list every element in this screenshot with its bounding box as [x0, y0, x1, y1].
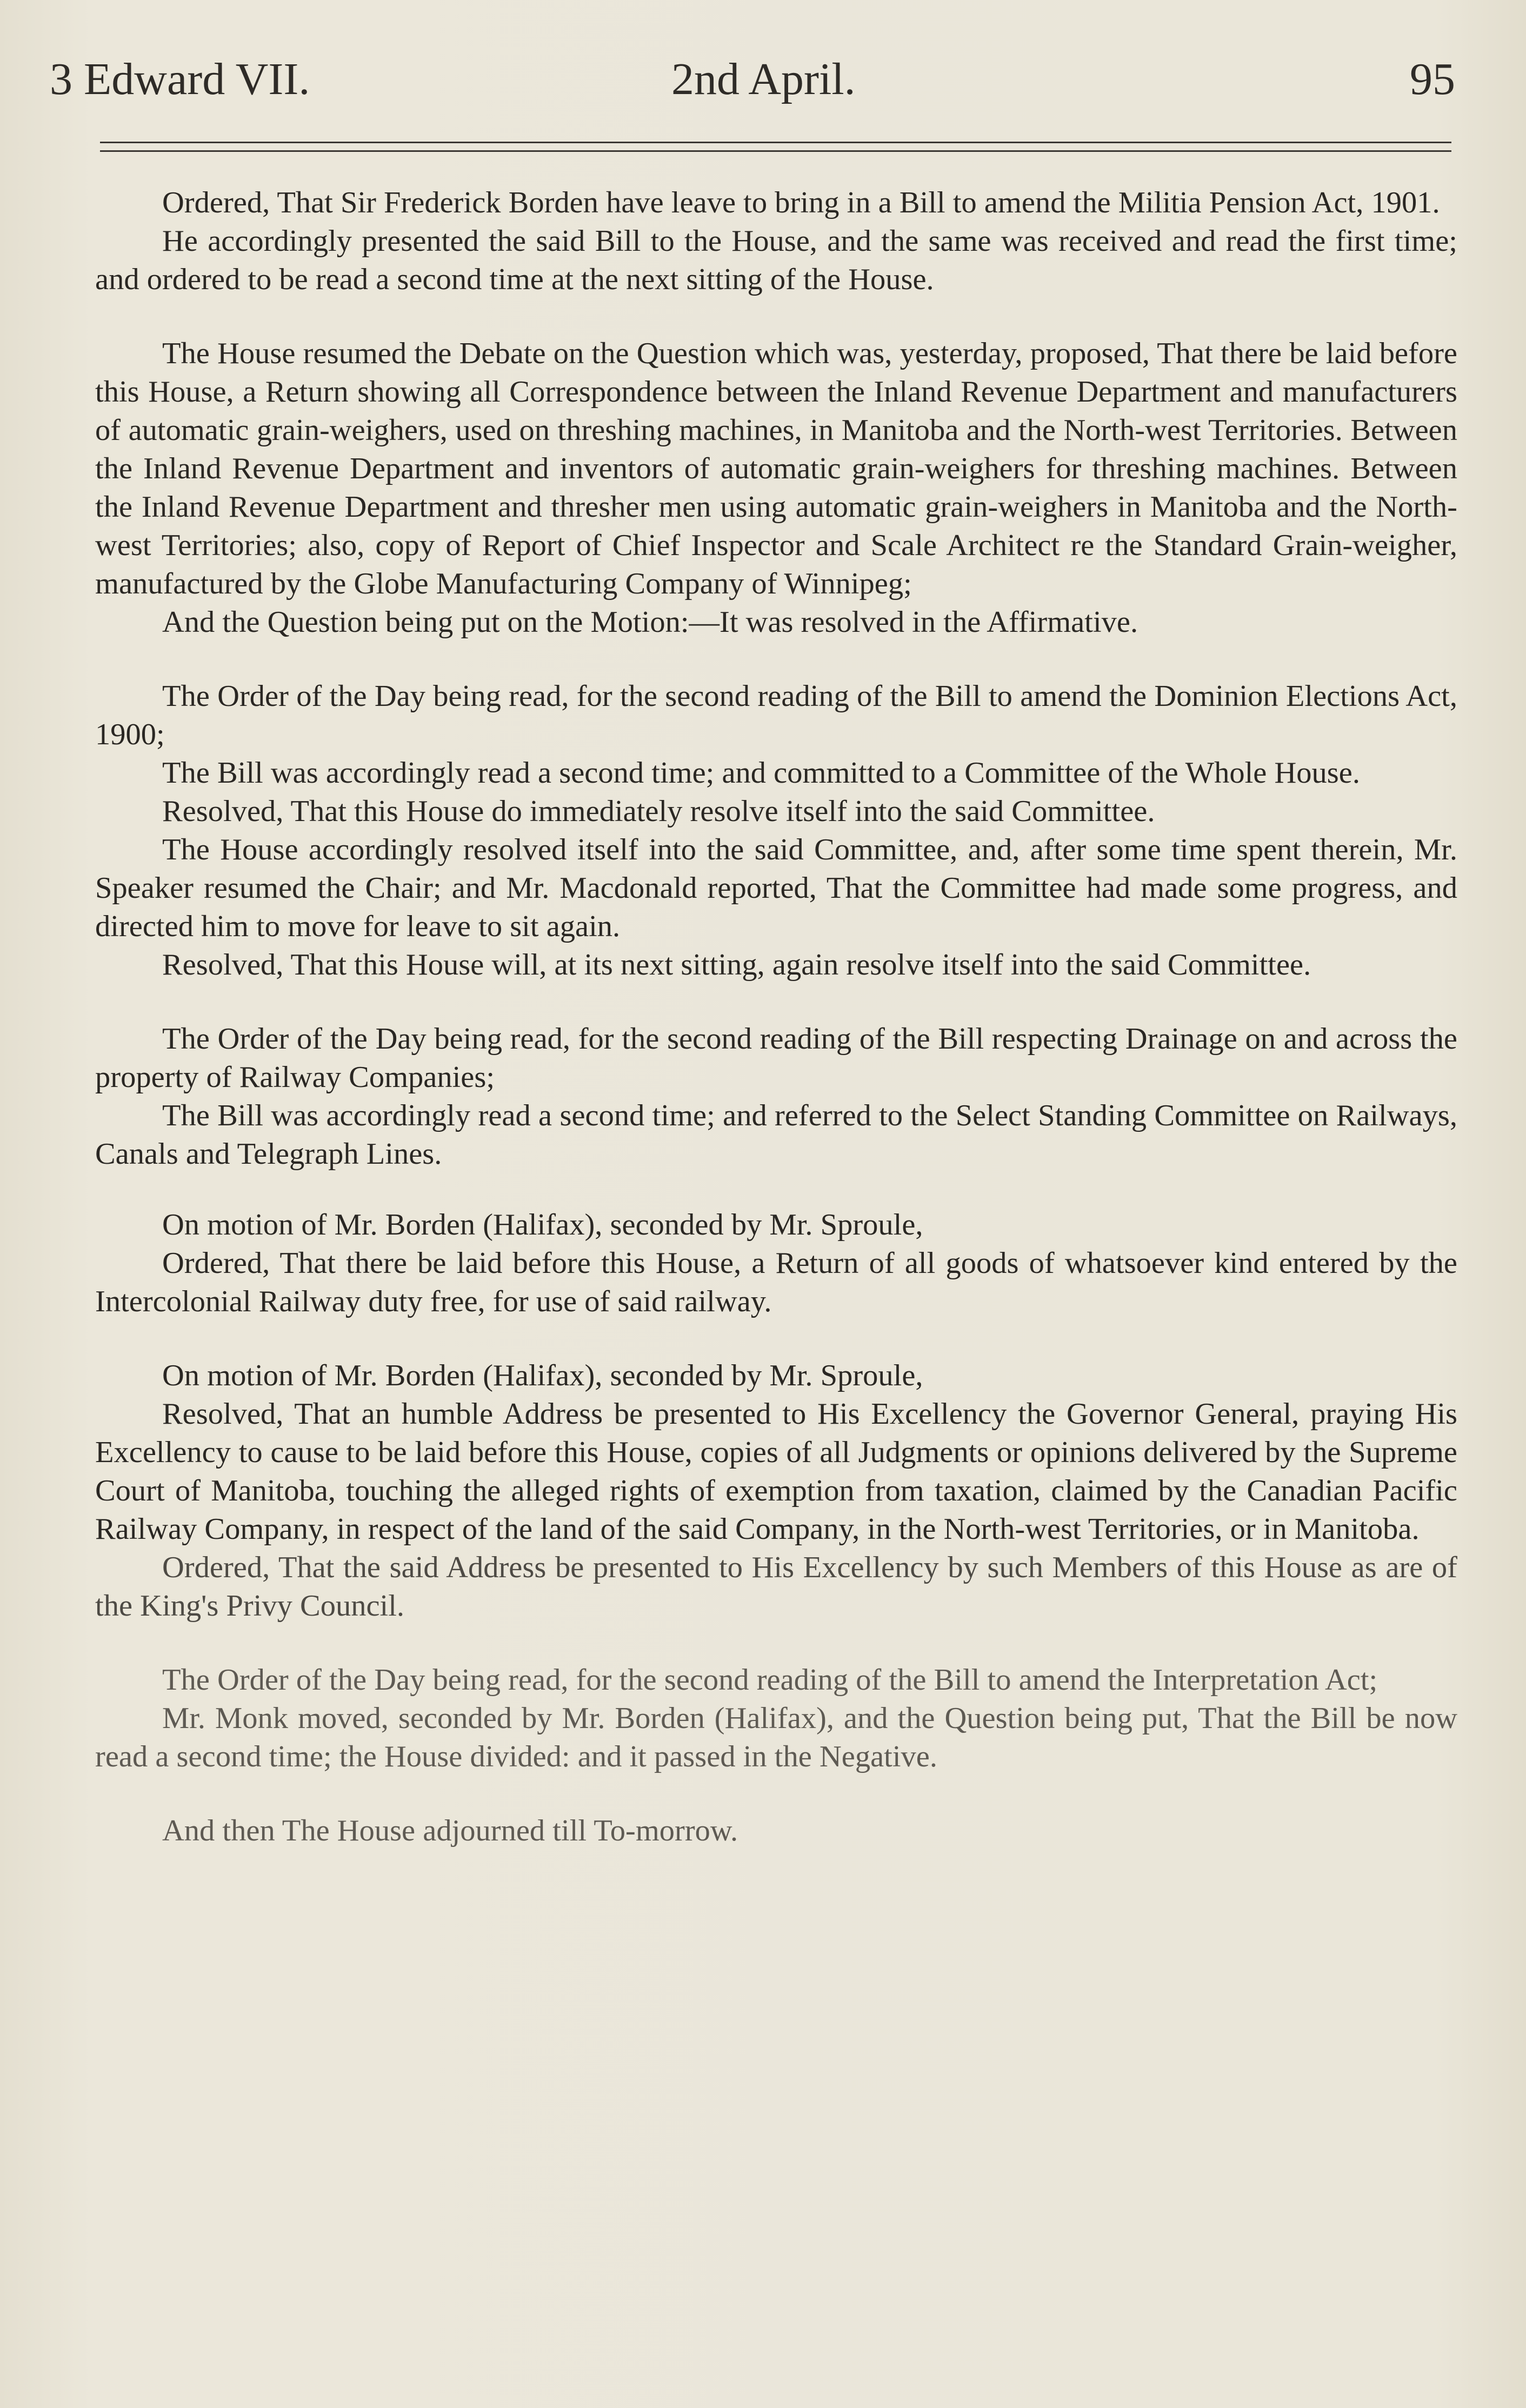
paragraph: Ordered, That there be laid before this House, a Return of all goods of whatsoever kind entered by the Intercolonial Railway duty free, for use of said railway.	[95, 1246, 1457, 1318]
paragraph: Mr. Monk moved, seconded by Mr. Borden (Halifax), and the Question being put, That the Bill be now read a second time; the House divided: and it passed in the Negative.	[95, 1702, 1457, 1773]
paragraph: Ordered, That the said Address be presented to His Excellency by such Members of this House as are of the King's Privy Council.	[95, 1551, 1457, 1623]
paragraph: The Order of the Day being read, for the second reading of the Bill to amend the Dominion Elections Act, 1900;	[95, 679, 1457, 751]
paragraph: He accordingly presented the said Bill to the House, and the same was received and read the first time; and ordered to be read a second time at the next sitting of the House.	[95, 224, 1457, 296]
journal-body	[95, 184, 1457, 1850]
page-number: 95	[1410, 54, 1455, 104]
page-header	[50, 50, 1455, 109]
section-gap	[95, 1625, 1457, 1661]
paragraph: Resolved, That this House will, at its next sitting, again resolve itself into the said Committee.	[162, 948, 1311, 982]
header-date: 2nd April.	[671, 54, 856, 104]
header-rule-top	[100, 142, 1451, 143]
paragraph: The House resumed the Debate on the Question which was, yesterday, proposed, That there be laid before this House, a Return showing all Correspondence between the Inland Revenue Department and manufacturers of automatic grain-weighers, used on threshing machines, in Manitoba and the North-west Territories. Between the Inland Revenue Department and inventors of automatic grain-weighers for threshing machines. Between the Inland Revenue Department and thresher men using automatic grain-weighers in Manitoba and the North-west Territories; also, copy of Report of Chief Inspector and Scale Architect re the Standard Grain-weigher, manufactured by the Globe Manufacturing Company of Winnipeg;	[95, 337, 1457, 601]
paragraph: The Order of the Day being read, for the second reading of the Bill to amend the Interpretation Act;	[162, 1663, 1378, 1697]
section-gap	[95, 1321, 1457, 1357]
paragraph: Resolved, That this House do immediately resolve itself into the said Committee.	[162, 795, 1155, 828]
paragraph: Ordered, That Sir Frederick Borden have leave to bring in a Bill to amend the Militia Pension Act, 1901.	[162, 186, 1440, 219]
paragraph: On motion of Mr. Borden (Halifax), seconded by Mr. Sproule,	[162, 1359, 923, 1392]
adjournment-line: And then The House adjourned till To-morrow.	[162, 1814, 738, 1847]
paragraph: The Bill was accordingly read a second time; and referred to the Select Standing Committee on Railways, Canals and Telegraph Lines.	[95, 1099, 1457, 1171]
paragraph: The House accordingly resolved itself into the said Committee, and, after some time spent therein, Mr. Speaker resumed the Chair; and Mr. Macdonald reported, That the Committee had made some progress, and directed him to move for leave to sit again.	[95, 833, 1457, 943]
header-regnal-year: 3 Edward VII.	[50, 54, 310, 104]
paragraph: The Bill was accordingly read a second time; and committed to a Committee of the Whole House.	[162, 756, 1360, 790]
paragraph: And the Question being put on the Motion:—It was resolved in the Affirmative.	[162, 605, 1138, 639]
paragraph: On motion of Mr. Borden (Halifax), seconded by Mr. Sproule,	[162, 1208, 923, 1242]
paragraph: The Order of the Day being read, for the second reading of the Bill respecting Drainage on and across the property of Railway Companies;	[95, 1022, 1457, 1094]
paragraph: Resolved, That an humble Address be presented to His Excellency the Governor General, praying His Excellency to cause to be laid before this House, copies of all Judgments or opinions delivered by the Supreme Court of Manitoba, touching the alleged rights of exemption from taxation, claimed by the Canadian Pacific Railway Company, in respect of the land of the said Company, in the North-west Territories, or in Manitoba.	[95, 1397, 1457, 1546]
header-rule-bottom	[100, 150, 1451, 152]
section-gap	[95, 299, 1457, 335]
section-gap	[95, 1173, 1457, 1206]
section-gap	[95, 642, 1457, 677]
section-gap	[95, 984, 1457, 1020]
